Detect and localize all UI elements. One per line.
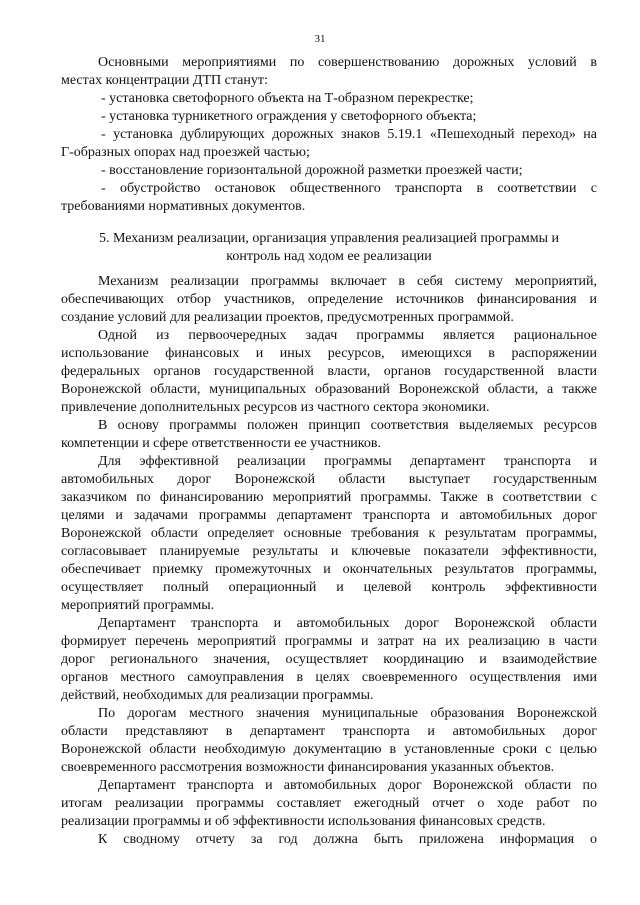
paragraph-line: целями и задачами программы департамент транспорта и автомобильных дорог (61, 508, 597, 523)
paragraph-line: дорог регионального значения, осуществляет координацию и взаимодействие (61, 652, 597, 667)
paragraph-line: компетенции и сфере ответственности ее участников. (61, 436, 381, 451)
paragraph-line: Воронежской области, муниципальных образований Воронежской области, а также (61, 382, 597, 397)
paragraph-line: итогам реализации программы составляет ежегодный отчет о ходе работ по (61, 796, 597, 811)
paragraph-line: Департамент транспорта и автомобильных дорог Воронежской области по (98, 778, 597, 793)
paragraph-line: привлечение дополнительных ресурсов из частного сектора экономики. (61, 400, 490, 415)
paragraph-line: осуществляет полный операционный и целевой контроль эффективности (61, 580, 597, 595)
paragraph-line: К сводному отчету за год должна быть приложена информация о (98, 832, 597, 847)
paragraph-line: Механизм реализации программы включает в себя систему мероприятий, (98, 274, 597, 289)
paragraph-line: В основу программы положен принцип соответствия выделяемых ресурсов (98, 418, 597, 433)
body-text (61, 273, 597, 849)
paragraph-line: реализации программы и об эффективности использования финансовых средств. (61, 814, 546, 829)
paragraph-line: федеральных органов государственной власти, органов государственной власти (61, 364, 597, 379)
bullet-item-cont: Г-образных опорах над проезжей частью; (61, 145, 310, 160)
intro-line: местах концентрации ДТП станут: (61, 73, 268, 88)
section-title-line: 5. Механизм реализации, организация управления реализацией программы и (99, 231, 559, 246)
paragraph-line: обеспечивающих отбор участников, определение источников финансирования и (61, 292, 597, 307)
paragraph-line: использование финансовых и иных ресурсов, имеющихся в распоряжении (61, 346, 597, 361)
intro-line: Основными мероприятиями по совершенствованию дорожных условий в (98, 55, 597, 70)
bullet-item: - установка светофорного объекта на Т-образном перекрестке; (101, 91, 474, 106)
paragraph-line: формирует перечень мероприятий программы и затрат на их реализацию в части (61, 634, 597, 649)
paragraph-line: области представляют в департамент транспорта и автомобильных дорог (61, 724, 597, 739)
bullet-item: - обустройство остановок общественного транспорта в соответствии с (101, 181, 597, 196)
paragraph-line: заказчиком по финансированию мероприятий программы. Также в соответствии с (61, 490, 597, 505)
paragraph-line: По дорогам местного значения муниципальные образования Воронежской (98, 706, 597, 721)
paragraph-line: Одной из первоочередных задач программы является рациональное (98, 328, 597, 343)
paragraph-line: своевременного рассмотрения возможности финансирования указанных объектов. (61, 760, 555, 775)
paragraph-line: мероприятий программы. (61, 598, 215, 613)
paragraph-line: действий, необходимых для реализации программы. (61, 688, 374, 703)
intro-block (61, 54, 597, 216)
paragraph-line: Департамент транспорта и автомобильных дорог Воронежской области (98, 616, 597, 631)
paragraph-line: согласовывает планируемые результаты и ключевые показатели эффективности, (61, 544, 597, 559)
paragraph-line: обеспечивает приемку промежуточных и окончательных результатов программы, (61, 562, 597, 577)
section-title-line: контроль над ходом ее реализации (226, 249, 432, 264)
paragraph-line: автомобильных дорог Воронежской области выступает государственным (61, 472, 597, 487)
bullet-item: - установка турникетного ограждения у светофорного объекта; (101, 109, 477, 124)
paragraph-line: Для эффективной реализации программы департамент транспорта и (98, 454, 597, 469)
bullet-item: - восстановление горизонтальной дорожной разметки проезжей части; (101, 163, 523, 178)
paragraph-line: Воронежской области необходимую документацию в установленные сроки с целью (61, 742, 597, 757)
paragraph-line: органов местного самоуправления в целях своевременного осуществления ими (61, 670, 597, 685)
paragraph-line: создание условий для реализации проектов, предусмотренных программой. (61, 310, 514, 325)
page-number: 31 (314, 33, 326, 45)
bullet-item: - установка дублирующих дорожных знаков 5.19.1 «Пешеходный переход» на (101, 127, 597, 142)
bullet-item-cont: требованиями нормативных документов. (61, 199, 306, 214)
paragraph-line: Воронежской области определяет основные требования к результатам программы, (61, 526, 597, 541)
section-heading (61, 230, 597, 266)
